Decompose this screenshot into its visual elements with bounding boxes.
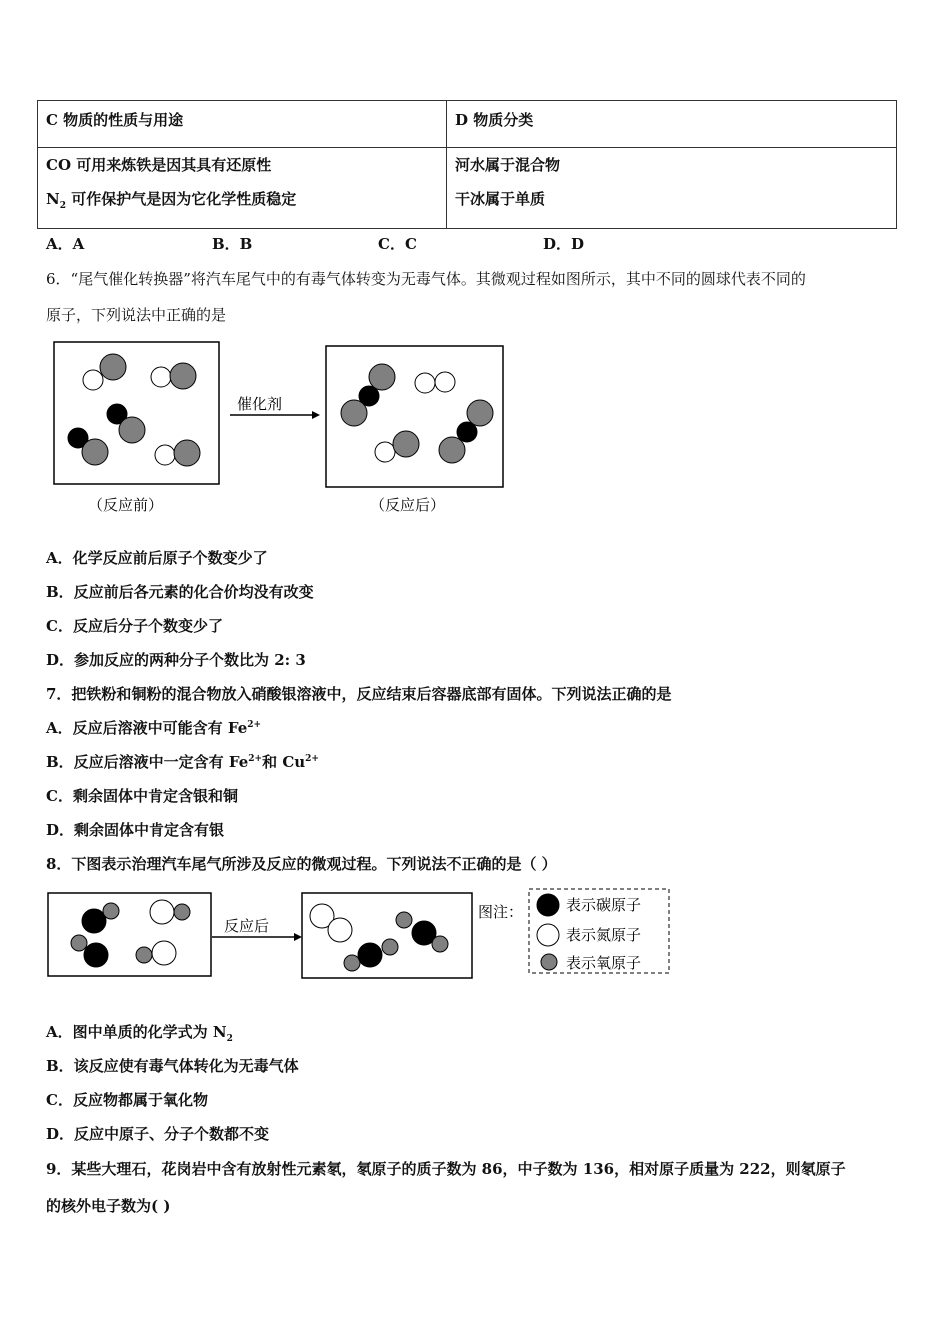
q6-stem-line2: 原子，下列说法中正确的是 [46,306,227,324]
q6-atom-gray [467,400,493,426]
q8-nitrogen-atom [150,900,174,924]
q8-legend-carbon-icon [537,894,559,916]
q6-atom-gray [119,417,145,443]
q6-option-a: A．化学反应前后原子个数变少了 [46,549,268,567]
q8-oxygen-atom [136,947,152,963]
q6-atom-gray [82,439,108,465]
table-cell-c [38,148,447,229]
q8-oxygen-atom [174,904,190,920]
table-c-line1: CO 可用来炼铁是因其具有还原性 [46,156,272,174]
table-header-d: D 物质分类 [447,101,897,148]
q6-atom-gray [341,400,367,426]
q8-option-b: B．该反应使有毒气体转化为无毒气体 [46,1057,299,1075]
table-c-line2: $N_2$ 可作保护气是因为它化学性质稳定 [46,190,297,211]
table-d-line1: 河水属于混合物 [455,156,561,174]
q9-stem-line2: 的核外电子数为( ) [46,1197,171,1215]
q6-atom-white [83,370,103,390]
q6-atom-white [375,442,395,462]
q8-legend-title: 图注： [478,903,524,921]
q8-oxygen-atom [344,955,360,971]
q8-carbon-atom [82,909,106,933]
q8-legend-carbon: 表示碳原子 [566,896,642,914]
q6-option-d: D．参加反应的两种分子个数比为 2: 3 [46,651,306,669]
table-cell-d [447,148,897,229]
q6-option-c: C．反应后分子个数变少了 [46,617,223,635]
q8-oxygen-atom [432,936,448,952]
q6-stem-line1: 6．“尾气催化转换器”将汽车尾气中的有毒气体转变为无毒气体。其微观过程如图所示，其中不同的圆球代表不同的 [46,270,806,288]
q8-arrow-label: 反应后 [224,917,270,935]
q6-atom-black [457,422,477,442]
q6-atom-gray [439,437,465,463]
q8-legend-nitrogen: 表示氮原子 [566,926,642,944]
table-d-line2: 干冰属于单质 [455,190,546,208]
q7-option-a: A．反应后溶液中可能含有 $Fe^{2+}$ [46,719,262,737]
q6-atom-white [155,445,175,465]
q8-option-a: A．图中单质的化学式为 $N_2$ [46,1023,233,1044]
q8-option-d: D．反应中原子、分子个数都不变 [46,1125,270,1143]
q8-oxygen-atom [71,935,87,951]
q8-nitrogen-atom [152,941,176,965]
q7-stem: 7．把铁粉和铜粉的混合物放入硝酸银溶液中，反应结束后容器底部有固体。下列说法正确的是 [46,685,672,703]
q8-carbon-atom [84,943,108,967]
comparison-table [37,100,897,229]
q6-reaction-figure [50,340,510,520]
q8-carbon-atom [358,943,382,967]
q8-reaction-figure [44,885,684,985]
q8-legend-nitrogen-icon [537,924,559,946]
q7-option-d: D．剩余固体中肯定含有银 [46,821,225,839]
q6-option-b: B．反应前后各元素的化合价均没有改变 [46,583,314,601]
q6-atom-white [415,373,435,393]
q6-arrow-label: 催化剂 [237,395,283,413]
q5-option-b: B．B [212,235,253,253]
q8-nitrogen-atom [328,918,352,942]
q5-option-c: C．C [378,235,417,253]
q8-oxygen-atom [396,912,412,928]
q6-atom-white [435,372,455,392]
q8-option-c: C．反应物都属于氧化物 [46,1091,208,1109]
q5-option-a: A．A [46,235,85,253]
q9-stem-line1: 9．某些大理石，花岗岩中含有放射性元素氡，氡原子的质子数为 86，中子数为 136，相对原子质量为 222，则氡原子 [46,1160,846,1178]
q6-atom-gray [174,440,200,466]
q8-legend-oxygen: 表示氧原子 [566,954,642,972]
q6-atom-gray [170,363,196,389]
q5-option-d: D．D [543,235,585,253]
q8-oxygen-atom [103,903,119,919]
q8-oxygen-atom [382,939,398,955]
q7-option-c: C．剩余固体中肯定含银和铜 [46,787,238,805]
q8-legend-oxygen-icon [541,954,557,970]
q6-atom-white [151,367,171,387]
table-header-c: C 物质的性质与用途 [38,101,447,148]
q6-atom-gray [100,354,126,380]
q8-stem: 8．下图表示治理汽车尾气所涉及反应的微观过程。下列说法不正确的是（ ） [46,855,557,873]
q7-option-b: B．反应后溶液中一定含有 $Fe^{2+}$和 $Cu^{2+}$ [46,753,319,771]
q6-before-label: （反应前） [88,496,164,514]
q6-atom-gray [369,364,395,390]
q6-after-label: （反应后） [370,496,446,514]
q6-atom-gray [393,431,419,457]
